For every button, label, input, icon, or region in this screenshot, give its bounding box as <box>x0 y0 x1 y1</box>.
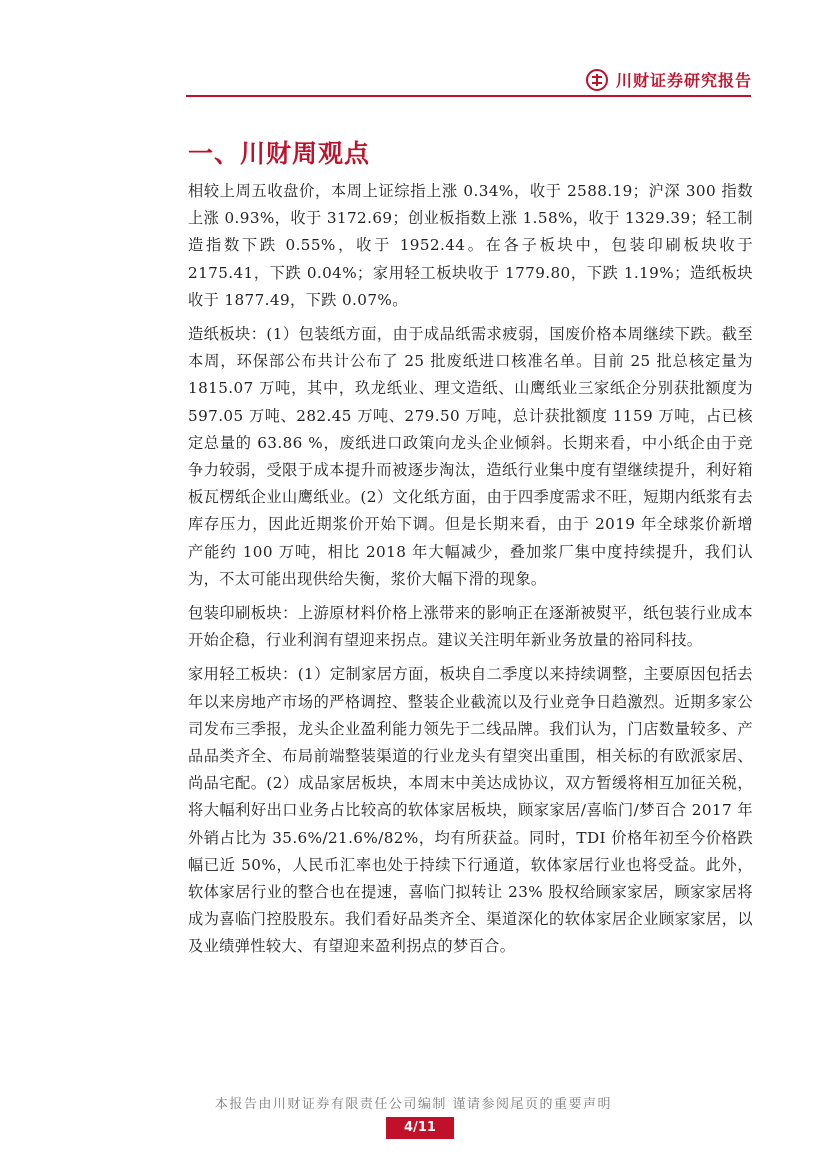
report-header <box>586 68 752 91</box>
header-brand-title: 川财证券研究报告 <box>616 71 753 90</box>
paragraph-paper-sector: 造纸板块：(1）包装纸方面，由于成品纸需求疲弱，国废价格本周继续下跌。截至本周，环保部公布共计公布了 25 批废纸进口核准名单。目前 25 批总核定量为 1815.07 万吨，其中，玖龙纸业、理文造纸、山鹰纸业三家纸企分别获批额度为 597.05 万吨、282.45 万吨、279.50 万吨，总计获批额度 1159 万吨，占已核定总量的 63.86 %，废纸进口政策向龙头企业倾斜。长期来看，中小纸企由于竞争力较弱，受限于成本提升而被逐步淘汰，造纸行业集中度有望继续提升，利好箱板瓦楞纸企业山鹰纸业。(2）文化纸方面，由于四季度需求不旺，短期内纸浆有去库存压力，因此近期浆价开始下调。但是长期来看，由于 2019 年全球浆价新增产能约 100 万吨，相比 2018 年大幅减少，叠加浆厂集中度持续提升，我们认为，不太可能出现供给失衡，浆价大幅下滑的现象。 <box>188 325 753 588</box>
footer-disclaimer: 本报告由川财证券有限责任公司编制 谨请参阅尾页的重要声明 <box>214 1097 613 1112</box>
paragraph-market-overview: 相较上周五收盘价，本周上证综指上涨 0.34%，收于 2588.19；沪深 300 指数上涨 0.93%，收于 3172.69；创业板指数上涨 1.58%，收于 1329.39；轻工制造指数下跌 0.55%，收于 1952.44。在各子板块中，包装印刷板块收于 2175.41，下跌 0.04%；家用轻工板块收于 1779.80，下跌 1.19%；造纸板块收于 1877.49，下跌 0.07%。 <box>188 182 753 309</box>
paragraph-household-sector: 家用轻工板块：(1）定制家居方面，板块自二季度以来持续调整，主要原因包括去年以来房地产市场的严格调控、整装企业截流以及行业竞争日趋激烈。近期多家公司发布三季报，龙头企业盈利能力领先于二线品牌。我们认为，门店数量较多、产品品类齐全、布局前端整装渠道的行业龙头有望突出重围，相关标的有欧派家居、尚品宅配。(2）成品家居板块，本周末中美达成协议，双方暂缓将相互加征关税，将大幅利好出口业务占比较高的软体家居板块，顾家家居/喜临门/梦百合 2017 年外销占比为 35.6%/21.6%/82%，均有所获益。同时，TDI 价格年初至今价格跌幅已近 50%，人民币汇率也处于持续下行通道，软体家居行业也将受益。此外，软体家居行业的整合也在提速，喜临门拟转让 23% 股权给顾家家居，顾家家居将成为喜临门控股股东。我们看好品类齐全、渠道深化的软体家居企业顾家家居，以及业绩弹性较大、有望迎来盈利拐点的梦百合。 <box>188 665 753 956</box>
page-number-badge: 4/11 <box>386 1117 454 1139</box>
section-title: 一、川财周观点 <box>188 139 371 168</box>
chuancai-logo-icon <box>586 69 608 91</box>
header-divider <box>186 95 751 97</box>
report-body <box>188 178 753 968</box>
paragraph-packaging-sector: 包装印刷板块：上游原材料价格上涨带来的影响正在逐渐被熨平，纸包装行业成本开始企稳，行业利润有望迎来拐点。建议关注明年新业务放量的裕同科技。 <box>188 604 753 650</box>
